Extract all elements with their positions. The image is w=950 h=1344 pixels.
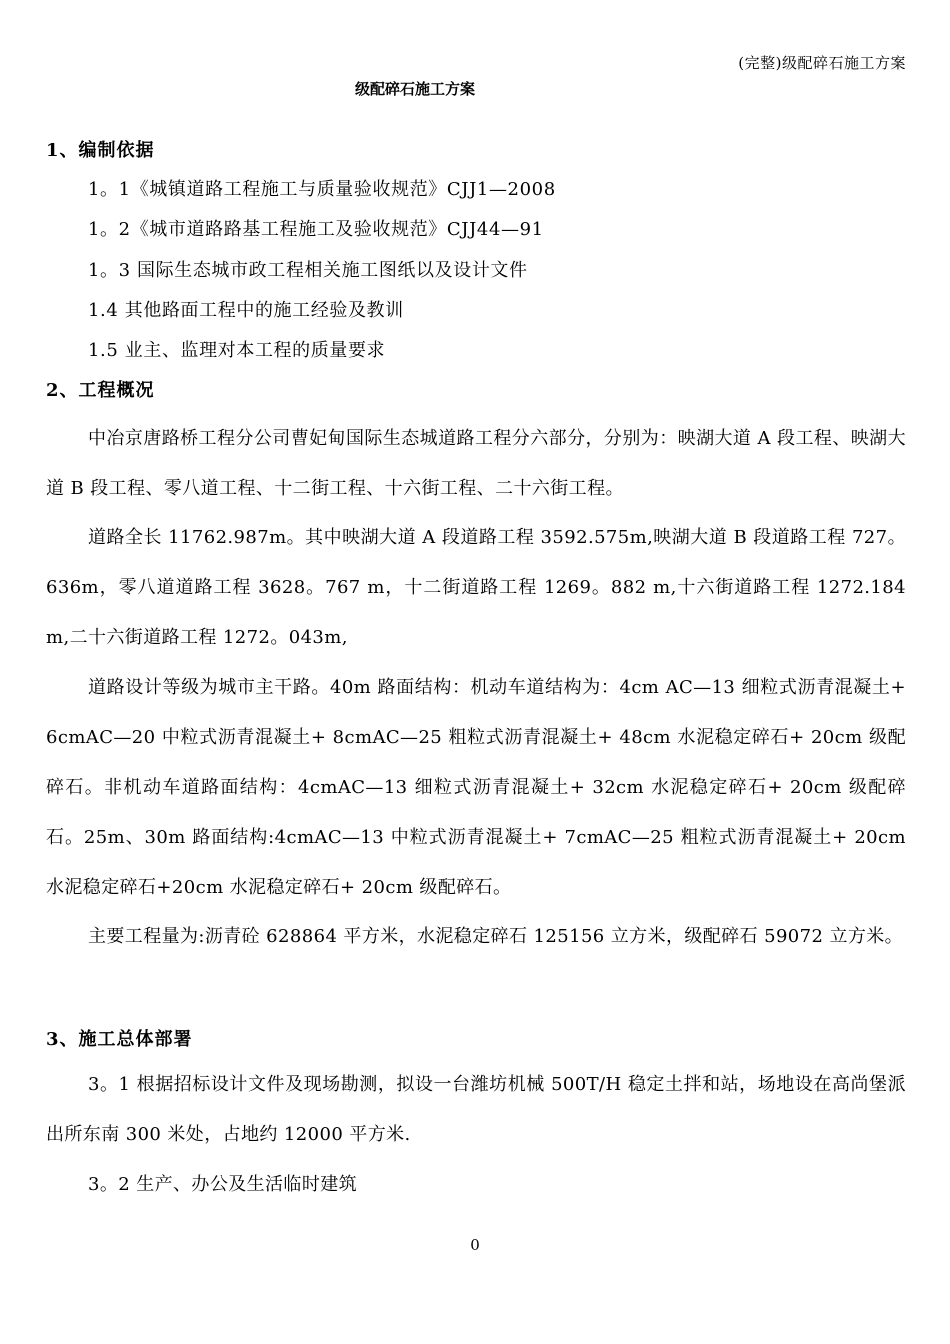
basis-item: 1。3 国际生态城市政工程相关施工图纸以及设计文件 xyxy=(88,260,528,281)
basis-item: 1。1《城镇道路工程施工与质量验收规范》CJJ1—2008 xyxy=(88,179,556,200)
basis-item: 1。2《城市道路路基工程施工及验收规范》CJJ44—91 xyxy=(88,219,544,240)
deployment-paragraph: 3。2 生产、办公及生活临时建筑 xyxy=(88,1174,358,1195)
section-3-heading: 3、施工总体部署 xyxy=(46,1029,193,1050)
overview-paragraph: 道路全长 11762.987m。其中映湖大道 A 段道路工程 3592.575m,映湖大道 B 段道路工程 727。636m，零八道道路工程 3628。767 m，十二街道路工程 1269。882 m,十六街道路工程 1272.184m,二十六街道路工程 1272。043m, xyxy=(46,527,906,648)
overview-paragraph: 中冶京唐路桥工程分公司曹妃甸国际生态城道路工程分六部分，分别为：映湖大道 A 段工程、映湖大道 B 段工程、零八道工程、十二街工程、十六街工程、二十六街工程。 xyxy=(46,428,906,499)
document-title: 级配碎石施工方案 xyxy=(354,80,475,98)
page-number: 0 xyxy=(470,1236,480,1254)
section-1-heading: 1、编制依据 xyxy=(46,140,155,161)
deployment-paragraph: 3。1 根据招标设计文件及现场勘测，拟设一台潍坊机械 500T/H 稳定土拌和站，场地设在高尚堡派出所东南 300 米处，占地约 12000 平方米. xyxy=(46,1074,906,1145)
header-note: (完整)级配碎石施工方案 xyxy=(738,54,906,72)
overview-paragraph: 道路设计等级为城市主干路。40m 路面结构：机动车道结构为：4cm AC—13 细粒式沥青混凝土+ 6cmAC—20 中粒式沥青混凝土+ 8cmAC—25 粗粒式沥青混凝土+ 48cm 水泥稳定碎石+ 20cm 级配碎石。非机动车道路面结构：4cmAC—13 细粒式沥青混凝土+ 32cm 水泥稳定碎石+ 20cm 级配碎石。25m、30m 路面结构:4cmAC—13 中粒式沥青混凝土+ 7cmAC—25 粗粒式沥青混凝土+ 20cm 水泥稳定碎石+20cm 水泥稳定碎石+ 20cm 级配碎石。 xyxy=(46,677,906,898)
basis-item: 1.5 业主、监理对本工程的质量要求 xyxy=(88,340,386,361)
section-2-heading: 2、工程概况 xyxy=(46,380,155,401)
basis-item: 1.4 其他路面工程中的施工经验及教训 xyxy=(88,300,404,321)
overview-paragraph: 主要工程量为:沥青砼 628864 平方米，水泥稳定碎石 125156 立方米，级配碎石 59072 立方米。 xyxy=(88,926,904,947)
